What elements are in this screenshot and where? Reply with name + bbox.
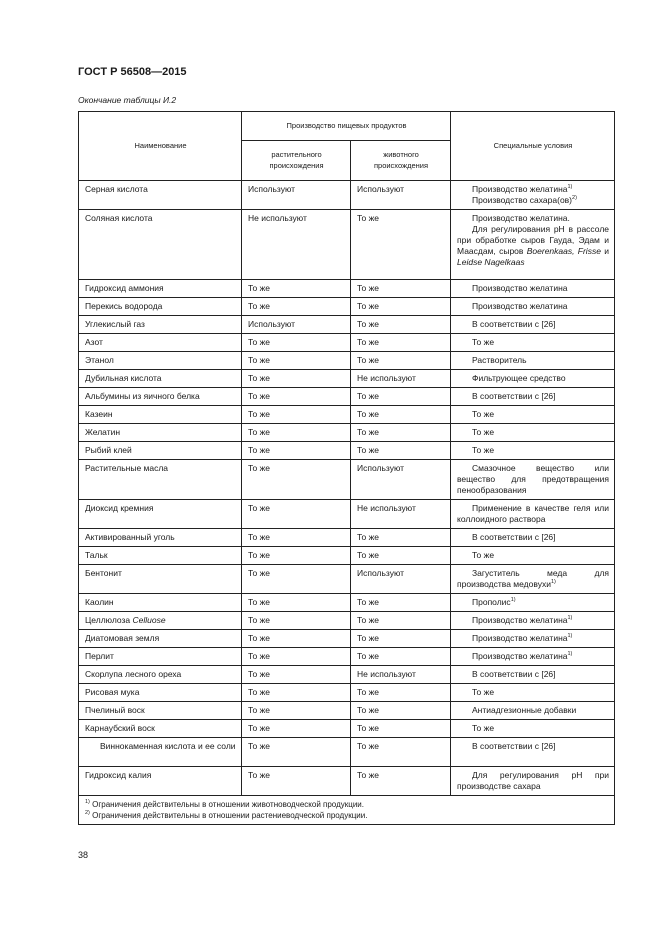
cell-animal: То же	[351, 720, 451, 738]
table-row	[79, 316, 615, 334]
table-row	[79, 767, 615, 796]
cell-plant: То же	[242, 720, 351, 738]
cell-animal: То же	[351, 298, 451, 316]
cell-conditions: То же	[451, 442, 615, 460]
cell-name: Тальк	[79, 547, 242, 565]
cell-plant: То же	[242, 684, 351, 702]
cell-name: Перлит	[79, 648, 242, 666]
cell-plant: Используют	[242, 181, 351, 210]
cell-plant: То же	[242, 298, 351, 316]
cell-plant: То же	[242, 648, 351, 666]
cell-animal: То же	[351, 529, 451, 547]
cell-name: Активированный уголь	[79, 529, 242, 547]
cell-conditions: Растворитель	[451, 352, 615, 370]
cell-name: Соляная кислота	[79, 210, 242, 280]
cell-animal: То же	[351, 352, 451, 370]
table-row	[79, 612, 615, 630]
cell-conditions: Применение в качестве геля или коллоидного раствора	[451, 500, 615, 529]
cell-animal: То же	[351, 547, 451, 565]
footnote: $^{2)}$ Ограничения действительны в отношении растениеводческой продукции.	[85, 810, 368, 820]
cell-plant: То же	[242, 630, 351, 648]
cell-name: Перекись водорода	[79, 298, 242, 316]
table-row	[79, 684, 615, 702]
cell-conditions: Смазочное вещество или вещество для предотвращения пенообразования	[451, 460, 615, 500]
cell-conditions: Загуститель меда для производства медовухи$^{1)}$	[451, 565, 615, 594]
cell-plant: То же	[242, 666, 351, 684]
cell-conditions: Производство желатина$^{1)}$	[451, 612, 615, 630]
cell-name: Каолин	[79, 594, 242, 612]
cell-conditions: То же	[451, 406, 615, 424]
cell-plant: То же	[242, 767, 351, 796]
cell-animal: То же	[351, 442, 451, 460]
cell-name: Казеин	[79, 406, 242, 424]
cell-conditions: То же	[451, 547, 615, 565]
cell-name: Пчелиный воск	[79, 702, 242, 720]
header-conditions: Специальные условия	[451, 112, 615, 181]
cell-plant: Используют	[242, 316, 351, 334]
cell-animal: То же	[351, 594, 451, 612]
cell-conditions: В соответствии с [26]	[451, 738, 615, 767]
table-row	[79, 547, 615, 565]
cell-name: Серная кислота	[79, 181, 242, 210]
cell-conditions: То же	[451, 684, 615, 702]
cell-plant: То же	[242, 460, 351, 500]
footnotes	[79, 796, 615, 825]
cell-name: Азот	[79, 334, 242, 352]
table-row	[79, 666, 615, 684]
table-row	[79, 720, 615, 738]
cell-plant: То же	[242, 500, 351, 529]
cell-name: Растительные масла	[79, 460, 242, 500]
table-row	[79, 406, 615, 424]
table-row	[79, 594, 615, 612]
cell-plant: То же	[242, 565, 351, 594]
cell-animal: То же	[351, 738, 451, 767]
cell-animal: То же	[351, 612, 451, 630]
table-row	[79, 298, 615, 316]
cell-name: Альбумины из яичного белка	[79, 388, 242, 406]
cell-animal: Не используют	[351, 370, 451, 388]
cell-animal: То же	[351, 767, 451, 796]
cell-plant: То же	[242, 334, 351, 352]
table-row	[79, 529, 615, 547]
cell-conditions: То же	[451, 334, 615, 352]
table-row	[79, 565, 615, 594]
table-row	[79, 352, 615, 370]
cell-conditions: Производство желатина$^{1)}$	[451, 630, 615, 648]
table-row	[79, 388, 615, 406]
cell-name: Диоксид кремния	[79, 500, 242, 529]
cell-plant: То же	[242, 406, 351, 424]
cell-plant: То же	[242, 612, 351, 630]
cell-animal: Не используют	[351, 666, 451, 684]
cell-animal: Используют	[351, 181, 451, 210]
cell-plant: То же	[242, 738, 351, 767]
cell-conditions: Производство желатина	[451, 280, 615, 298]
table-row	[79, 210, 615, 280]
cell-name: Диатомовая земля	[79, 630, 242, 648]
cell-plant: То же	[242, 547, 351, 565]
cell-plant: То же	[242, 280, 351, 298]
table-row	[79, 181, 615, 210]
table-row	[79, 280, 615, 298]
table-row	[79, 738, 615, 767]
cell-plant: То же	[242, 442, 351, 460]
cell-conditions: Производство желатина	[451, 298, 615, 316]
cell-animal: То же	[351, 334, 451, 352]
cell-name: Гидроксид аммония	[79, 280, 242, 298]
cell-conditions: Антиадгезионные добавки	[451, 702, 615, 720]
substances-table	[78, 111, 615, 825]
cell-plant: То же	[242, 702, 351, 720]
cell-animal: Используют	[351, 565, 451, 594]
cell-animal: То же	[351, 280, 451, 298]
cell-animal: Не используют	[351, 500, 451, 529]
cell-conditions: В соответствии с [26]	[451, 666, 615, 684]
cell-name: Гидроксид калия	[79, 767, 242, 796]
table-row	[79, 500, 615, 529]
cell-animal: То же	[351, 388, 451, 406]
cell-name: Виннокаменная кислота и ее соли	[79, 738, 242, 767]
cell-animal: То же	[351, 316, 451, 334]
cell-animal: То же	[351, 630, 451, 648]
cell-conditions: В соответствии с [26]	[451, 316, 615, 334]
cell-conditions: То же	[451, 424, 615, 442]
cell-name: Бентонит	[79, 565, 242, 594]
cell-name: Рыбий клей	[79, 442, 242, 460]
cell-conditions: В соответствии с [26]	[451, 388, 615, 406]
cell-conditions: То же	[451, 720, 615, 738]
footnotes-row	[79, 796, 615, 825]
cell-animal: То же	[351, 424, 451, 442]
cell-animal: То же	[351, 702, 451, 720]
cell-plant: То же	[242, 424, 351, 442]
header-production: Производство пищевых продуктов	[242, 112, 451, 141]
header-plant: растительного происхождения	[242, 141, 351, 181]
cell-name: Целлюлоза Celluose	[79, 612, 242, 630]
table-caption: Окончание таблицы И.2	[78, 95, 177, 105]
page-number: 38	[78, 850, 89, 860]
table-row	[79, 334, 615, 352]
cell-conditions: Прополис$^{1)}$	[451, 594, 615, 612]
cell-conditions: Производство желатина. Для регулирования pH в рассоле при обработке сыров Гауда, Эдам и Маасдам, сыров Boerenkaas, Frisse и Leidse Nagelkaas	[451, 210, 615, 280]
header-animal: животного происхождения	[351, 141, 451, 181]
cell-conditions: Для регулирования pH при производстве сахара	[451, 767, 615, 796]
table-row	[79, 442, 615, 460]
cell-conditions: Фильтрующее средство	[451, 370, 615, 388]
cell-name: Этанол	[79, 352, 242, 370]
table-row	[79, 630, 615, 648]
cell-name: Карнаубский воск	[79, 720, 242, 738]
cell-animal: То же	[351, 406, 451, 424]
table-row	[79, 370, 615, 388]
cell-conditions: Производство желатина$^{1)}$	[451, 648, 615, 666]
document-title: ГОСТ Р 56508—2015	[78, 66, 187, 78]
cell-name: Углекислый газ	[79, 316, 242, 334]
cell-name: Желатин	[79, 424, 242, 442]
cell-animal: То же	[351, 210, 451, 280]
table-row	[79, 702, 615, 720]
cell-name: Скорлупа лесного ореха	[79, 666, 242, 684]
cell-plant: То же	[242, 388, 351, 406]
cell-plant: То же	[242, 352, 351, 370]
cell-name: Дубильная кислота	[79, 370, 242, 388]
cell-conditions: В соответствии с [26]	[451, 529, 615, 547]
cell-conditions: Производство желатина$^{1)}$ Производство сахара(ов)$^{2)}$	[451, 181, 615, 210]
table-row	[79, 648, 615, 666]
table-row	[79, 424, 615, 442]
cell-plant: Не используют	[242, 210, 351, 280]
header-name: Наименование	[79, 112, 242, 181]
cell-animal: То же	[351, 684, 451, 702]
cell-name: Рисовая мука	[79, 684, 242, 702]
cell-plant: То же	[242, 370, 351, 388]
cell-plant: То же	[242, 594, 351, 612]
footnote: $^{1)}$ Ограничения действительны в отношении животноводческой продукции.	[85, 799, 364, 809]
cell-animal: То же	[351, 648, 451, 666]
cell-animal: Используют	[351, 460, 451, 500]
cell-plant: То же	[242, 529, 351, 547]
table-row	[79, 460, 615, 500]
